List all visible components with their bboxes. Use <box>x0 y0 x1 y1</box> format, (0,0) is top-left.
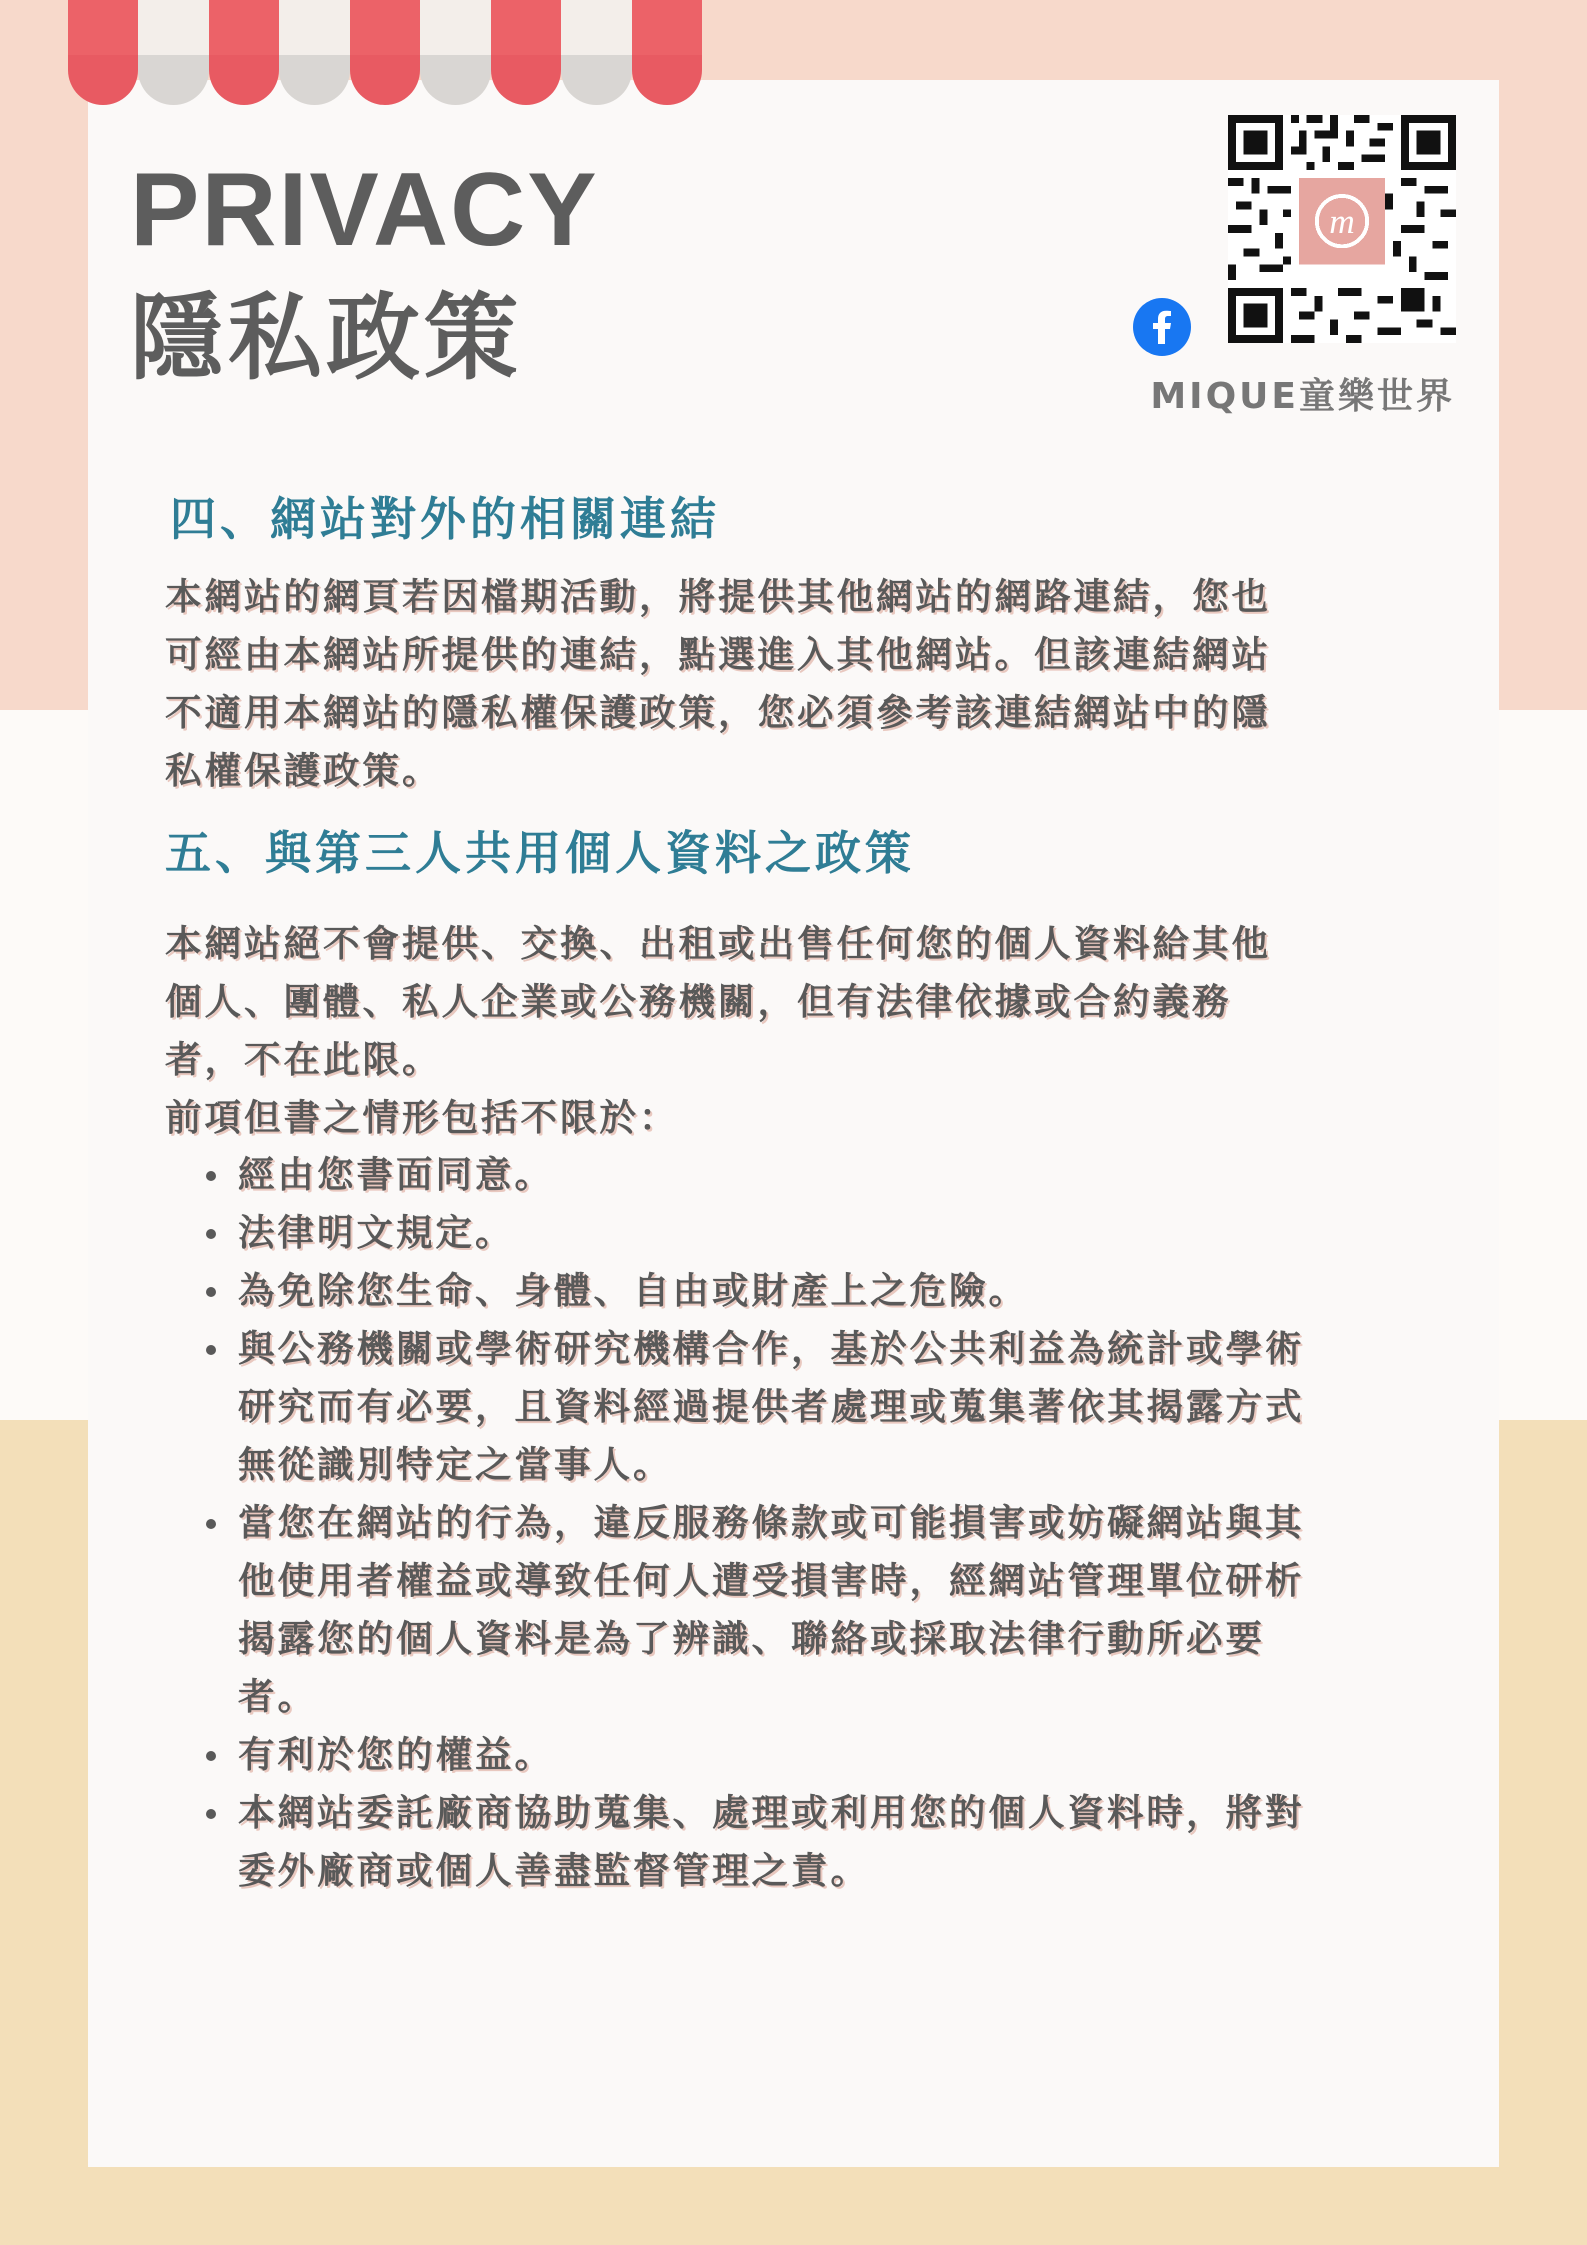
paragraph-line: 不適用本網站的隱私權保護政策，您必須參考該連結網站中的隱 <box>165 691 1271 734</box>
list-item-line: 他使用者權益或導致任何人遭受損害時，經網站管理單位研析 <box>238 1559 1305 1602</box>
section-title-third-party-sharing: 五、與第三人共用個人資料之政策 <box>165 826 915 880</box>
paragraph-line: 本網站的網頁若因檔期活動，將提供其他網站的網路連結，您也 <box>165 575 1271 618</box>
exception-list <box>202 1146 1422 1900</box>
bullet-icon <box>206 1809 216 1819</box>
bullet-icon <box>206 1751 216 1761</box>
list-item <box>202 1494 1422 1726</box>
list-item <box>202 1784 1422 1900</box>
list-item-line: 者。 <box>238 1675 317 1718</box>
list-item-line: 有利於您的權益。 <box>238 1733 554 1776</box>
section-third-party-sharing-body <box>165 915 1415 1147</box>
list-item-line: 當您在網站的行為，違反服務條款或可能損害或妨礙網站與其 <box>238 1501 1305 1544</box>
list-item-line: 與公務機關或學術研究機構合作，基於公共利益為統計或學術 <box>238 1327 1305 1370</box>
list-item-line: 揭露您的個人資料是為了辨識、聯絡或採取法律行動所必要 <box>238 1617 1265 1660</box>
facebook-icon[interactable] <box>1133 298 1191 356</box>
page-title-english: PRIVACY <box>130 152 599 268</box>
paragraph-line: 可經由本網站所提供的連結，點選進入其他網站。但該連結網站 <box>165 633 1271 676</box>
awning-decoration <box>68 0 702 110</box>
list-item-line: 委外廠商或個人善盡監督管理之責。 <box>238 1849 870 1892</box>
list-item <box>202 1726 1422 1784</box>
qr-code-icon[interactable] <box>1228 115 1456 343</box>
svg-text:m: m <box>1329 200 1355 241</box>
list-item-line: 無從識別特定之當事人。 <box>238 1443 673 1486</box>
list-item-line: 本網站委託廠商協助蒐集、處理或利用您的個人資料時，將對 <box>238 1791 1305 1834</box>
bullet-icon <box>206 1171 216 1181</box>
brand-name: MIQUE童樂世界 <box>1150 376 1455 417</box>
section-title-external-links: 四、網站對外的相關連結 <box>170 492 720 546</box>
list-item-line: 法律明文規定。 <box>238 1211 515 1254</box>
list-item <box>202 1320 1422 1494</box>
paragraph-line: 前項但書之情形包括不限於： <box>165 1096 679 1139</box>
list-item-line: 研究而有必要，且資料經過提供者處理或蒐集著依其揭露方式 <box>238 1385 1305 1428</box>
bullet-icon <box>206 1345 216 1355</box>
paragraph-line: 者，不在此限。 <box>165 1038 442 1081</box>
paragraph-line: 私權保護政策。 <box>165 749 442 792</box>
bullet-icon <box>206 1287 216 1297</box>
paragraph-line: 個人、團體、私人企業或公務機關，但有法律依據或合約義務 <box>165 980 1232 1023</box>
list-item <box>202 1204 1422 1262</box>
section-external-links-body <box>165 568 1415 800</box>
list-item <box>202 1146 1422 1204</box>
paragraph-line: 本網站絕不會提供、交換、出租或出售任何您的個人資料給其他 <box>165 922 1271 965</box>
list-item <box>202 1262 1422 1320</box>
bullet-icon <box>206 1229 216 1239</box>
list-item-line: 為免除您生命、身體、自由或財產上之危險。 <box>238 1269 1028 1312</box>
bullet-icon <box>206 1519 216 1529</box>
page-title-chinese: 隱私政策 <box>130 284 523 393</box>
list-item-line: 經由您書面同意。 <box>238 1153 554 1196</box>
